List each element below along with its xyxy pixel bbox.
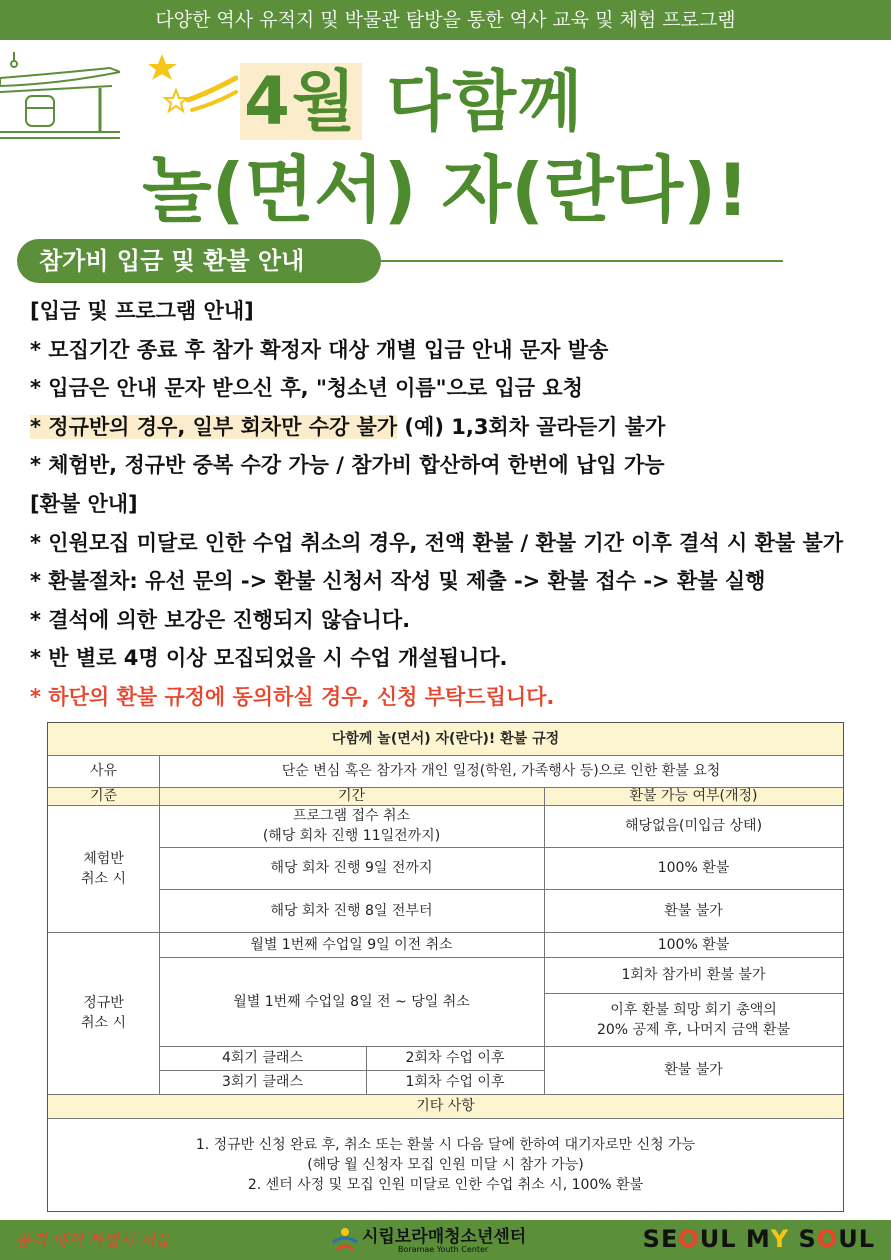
- reg-row1-period: 월별 1번째 수업일 9일 이전 취소: [250, 936, 453, 953]
- grid-line: [48, 805, 843, 806]
- grid-line: [366, 1046, 367, 1094]
- reg-row2-period: 월별 1번째 수업일 8일 전 ~ 당일 취소: [233, 993, 470, 1010]
- experience-label-2: 취소 시: [80, 870, 127, 887]
- etc-content: [48, 1118, 843, 1211]
- experience-label-1: 체험반: [83, 850, 124, 867]
- exp-row2-period: 해당 회차 진행 9일 전까지: [270, 860, 433, 876]
- section-divider: [378, 260, 783, 262]
- exp-row2-refund: 100% 환불: [657, 860, 730, 876]
- grid-line: [159, 755, 160, 1094]
- col-criteria: 기준: [48, 787, 159, 805]
- exp-row3-refund: 환불 불가: [664, 902, 723, 919]
- regular-label: [48, 932, 159, 1094]
- grid-line: [544, 993, 843, 994]
- footer: [0, 1220, 891, 1260]
- notice-heading-payment: [입금 및 프로그램 안내]: [30, 299, 254, 323]
- grid-line: [159, 1070, 544, 1071]
- notice-example: (예) 1,3회차 골라듣기 불가: [397, 414, 666, 439]
- notice-item: * 환불절차: 유선 문의 -> 환불 신청서 작성 및 제출 -> 환불 접수 -> 환불 실행: [30, 569, 766, 594]
- reason-text: 단순 변심 혹은 참가자 개인 일정(학원, 가족행사 등)으로 인한 환불 요청: [281, 763, 721, 779]
- title-line-2: 놀(면서) 자(란다)!: [142, 148, 749, 232]
- notice-item: * 체험반, 정규반 중복 수강 가능 / 참가비 합산하여 한번에 납입 가능: [30, 453, 665, 478]
- grid-line: [159, 957, 843, 958]
- etc-line-1: 1. 정규반 신청 완료 후, 취소 또는 환불 시 다음 달에 한하여 대기자로만 신청 가능: [195, 1136, 696, 1153]
- grid-line: [48, 755, 843, 756]
- seoul-my-soul-logo: [643, 1225, 875, 1253]
- grid-line: [48, 932, 843, 933]
- notice-item: * 입금은 안내 문자 받으신 후, "청소년 이름"으로 입금 요청: [30, 376, 583, 401]
- pavilion-icon: [0, 50, 120, 146]
- notice-item: * 모집기간 종료 후 참가 확정자 대상 개별 입금 안내 문자 발송: [30, 337, 609, 362]
- reg-row3-class: 4회기 클래스: [222, 1050, 303, 1066]
- exp-row3-period: 해당 회차 진행 8일 전부터: [270, 902, 433, 919]
- regular-label-2: 취소 시: [80, 1015, 127, 1031]
- grid-line: [48, 1094, 843, 1095]
- exp-row1-period-2: (해당 회차 진행 11일전까지): [262, 828, 441, 844]
- col-period: 기간: [159, 787, 544, 805]
- grid-line: [544, 787, 545, 1094]
- grid-line: [48, 1118, 843, 1119]
- etc-title: 기타 사항: [48, 1094, 843, 1118]
- title-together: 다함께: [361, 63, 584, 140]
- reg-row3-after: 2회차 수업 이후: [405, 1050, 505, 1066]
- notice-item: * 결석에 의한 보강은 진행되지 않습니다.: [30, 607, 411, 632]
- shooting-star-icon: [148, 52, 238, 122]
- exp-row1-refund: 해당없음(미입금 상태): [624, 818, 763, 834]
- notice-agreement: * 하단의 환불 규정에 동의하실 경우, 신청 부탁드립니다.: [30, 684, 555, 709]
- title-month: 4월: [240, 63, 362, 140]
- notice-list: [30, 292, 890, 717]
- reg-row34-refund: 환불 불가: [664, 1062, 723, 1078]
- logo-part: O: [678, 1225, 700, 1253]
- logo-part: S: [789, 1225, 817, 1253]
- seoul-slogan: 품격 매력 특별시 서울: [16, 1231, 171, 1250]
- reg-row2-refund-b-1: 이후 환불 희망 회기 총액의: [610, 1001, 777, 1018]
- regular-label-1: 정규반: [83, 995, 124, 1011]
- col-refund: 환불 가능 여부(개정): [544, 787, 843, 805]
- logo-part: SE: [642, 1225, 679, 1253]
- youth-center-name: 시립보라매청소년센터: [362, 1227, 527, 1247]
- experience-label: [48, 805, 159, 932]
- top-banner: [0, 0, 891, 40]
- logo-part: O: [816, 1225, 839, 1253]
- title-line-1: [240, 62, 584, 142]
- reg-row2-refund-a: 1회차 참가비 환불 불가: [621, 967, 766, 983]
- exp-row1-period: [159, 805, 544, 847]
- exp-row1-period-1: 프로그램 접수 취소: [292, 808, 411, 824]
- grid-line: [159, 889, 843, 890]
- reg-row4-class: 3회기 클래스: [222, 1074, 303, 1090]
- logo-part: UL: [838, 1225, 875, 1253]
- grid-line: [48, 787, 843, 788]
- notice-item: * 인원모집 미달로 인한 수업 취소의 경우, 전액 환불 / 환불 기간 이후 결석 시 환불 불가: [30, 530, 844, 555]
- banner-text: 다양한 역사 유적지 및 박물관 탐방을 통한 역사 교육 및 체험 프로그램: [155, 9, 736, 31]
- youth-center-logo-icon: [330, 1224, 360, 1254]
- etc-line-2: (해당 월 신청자 모집 인원 미달 시 참가 가능): [307, 1156, 584, 1173]
- notice-highlight: * 정규반의 경우, 일부 회차만 수강 불가: [30, 414, 398, 439]
- section-title: 참가비 입금 및 환불 안내: [17, 239, 381, 283]
- refund-table: [47, 722, 844, 1212]
- logo-part: Y: [770, 1225, 790, 1253]
- grid-line: [159, 1046, 843, 1047]
- youth-center-english: Boramae Youth Center: [398, 1245, 489, 1254]
- reg-row2-refund-b: [544, 993, 843, 1046]
- notice-item: [30, 408, 890, 447]
- reg-row1-refund: 100% 환불: [657, 936, 730, 953]
- logo-part: UL M: [699, 1225, 771, 1253]
- grid-line: [159, 847, 843, 848]
- etc-line-3: 2. 센터 사정 및 모집 인원 미달로 인한 수업 취소 시, 100% 환불: [247, 1176, 644, 1193]
- notice-item: * 반 별로 4명 이상 모집되었을 시 수업 개설됩니다.: [30, 646, 508, 671]
- reg-row2-refund-b-2: 20% 공제 후, 나머지 금액 환불: [596, 1021, 791, 1038]
- refund-table-title: 다함께 놀(면서) 자(란다)! 환불 규정: [48, 723, 843, 755]
- reg-row4-after: 1회차 수업 이후: [405, 1074, 505, 1090]
- notice-heading-refund: [환불 안내]: [30, 491, 138, 516]
- reason-label: 사유: [89, 763, 118, 779]
